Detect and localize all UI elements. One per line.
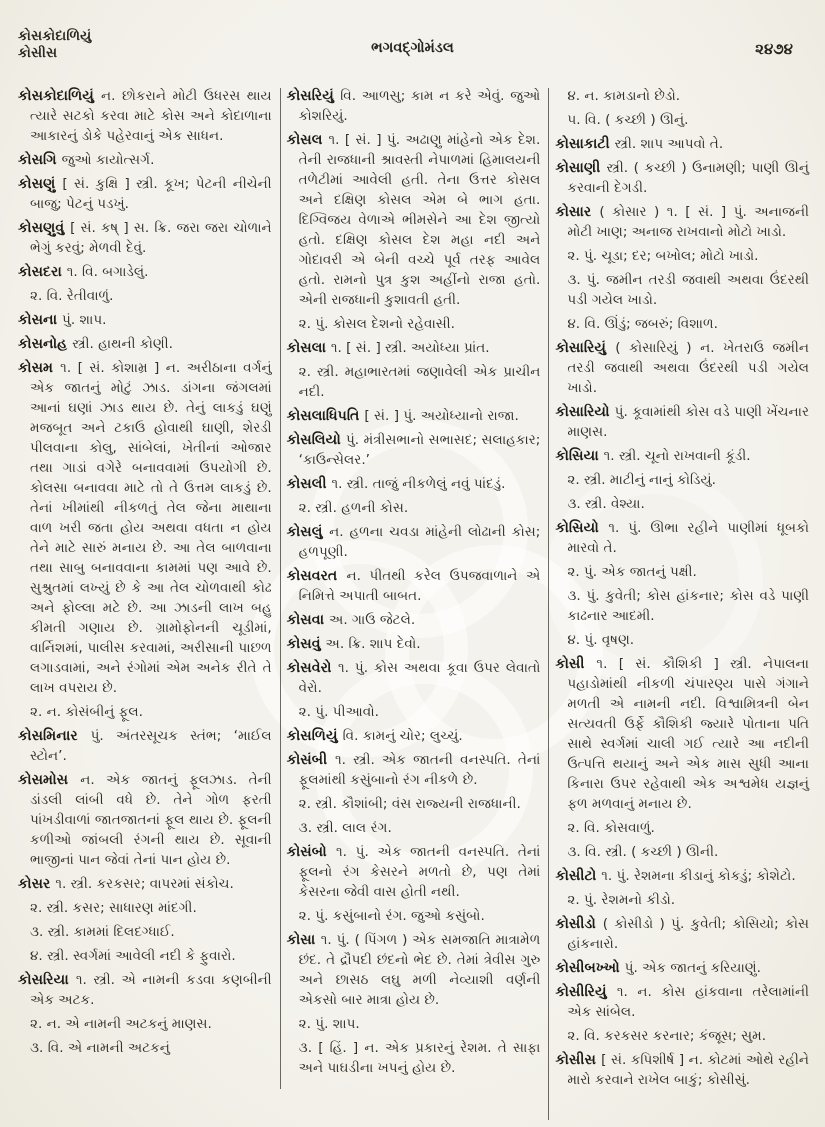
headword: કોસવું: [286, 636, 326, 652]
sense-line: ૨. પું. પીઆવો.: [298, 704, 379, 720]
sense-line: ૨. સ્ત્રી. મહાભારતમાં જણાવેલી એક પ્રાચીન નદી.: [298, 364, 541, 400]
column-divider: [280, 88, 281, 1089]
headword: કોસવરત: [286, 568, 347, 584]
headword: કોસવેરો: [286, 660, 339, 676]
dictionary-entry: કોસારિયું ( કોસારિયું ) ન. ખેતરાઉ જમીન તરડી જવાથી અથવા ઉંદરથી પડી ગયેલ ખાડો.: [555, 340, 810, 396]
headword: કોસનોહ: [18, 336, 73, 352]
sense-line: ૩. સ્ત્રી. વેશ્યા.: [567, 496, 645, 512]
dictionary-entry: કોસી ૧. [ સં. કૌશિકી ] સ્ત્રી. નેપાલના પહાડોમાંથી નીકળી ચંપારણ્ય પાસે ગંગાને મળતી એ નામની નદી. વિશ્વામિત્રની બેન સત્યવતી ઉર્ફે કૌશિકી જ્યારે પોતાના પતિ સાથે સ્વર્ગમાં ચાલી ગઈ ત્યારે આ નદીની ઉત્પત્તિ થયાનું અને એક માસ સુધી આના કિનારા ઉપર રહેવાથી એક અશ્વમેધ યજ્ઞનું ફળ મળવાનું મનાય છે.: [555, 656, 810, 812]
headword: કોસદરા: [18, 264, 67, 280]
column-3: [553, 86, 815, 1118]
sense-line: ૨. ન. કોસંબીનું ફૂલ.: [30, 704, 143, 720]
sense-line: ૨. સ્ત્રી. માટીનું નાનું કોડિયું.: [567, 472, 716, 488]
headword: કોસળિયું: [286, 728, 343, 744]
dictionary-entry: કોસારિયો પું. કૂવામાંથી કોસ વડે પાણી ખેંચનાર માણસ.: [555, 404, 810, 440]
dictionary-entry: કોસાકાટી સ્ત્રી. શાપ આપવો તે.: [555, 136, 724, 152]
headword: કોસલાધિપતિ: [286, 408, 365, 424]
dictionary-entry: કોસંબી ૧. સ્ત્રી. એક જાતની વનસ્પતિ. તેનાં ફૂલમાંથી કસુંબાનો રંગ નીકળે છે.: [286, 752, 541, 788]
dictionary-entry: કોસનોહ સ્ત્રી. હાથની કોણી.: [18, 336, 173, 352]
dictionary-entry: કોસાણી સ્ત્રી. ( કચ્છી ) ઉનામણી; પાણી ઊનું કરવાની દેગડી.: [555, 160, 810, 196]
dictionary-entry: કોસમોસ ન. એક જાતનું ફૂલઝાડ. તેની ડાંડલી લાંબી વધે છે. તેને ગોળ ફરતી પાંખડીવાળાં જાતજાતનાં ફૂલ થાય છે. ફૂલની કળીઓ જાંબલી રંગની થાય છે. સૂવાની ભાજીનાં પાન જેવાં તેનાં પાન હોય છે.: [18, 772, 272, 868]
sense-line: ૩. વિ. સ્ત્રી. ( કચ્છી ) ઊની.: [567, 844, 719, 860]
dictionary-entry: કોસલ ૧. [ સં. ] પું. અઢાણુ માંહેનો એક દેશ. તેની રાજધાની શ્રાવસ્તી નેપાળમાં હિમાલયની તળેટીમાં આવેલી હતી. તેના ઉત્તર કોસલ અને દક્ષિણ કોસલ એમ બે ભાગ હતા. દિગ્વિજય વેળાએ ભીમસેને આ દેશ જીત્યો હતો. દક્ષિણ કોસલ દેશ મહા નદી અને ગોદાવરી એ બેની વચ્ચે પૂર્વ તરફ આવેલ હતો. રામનો પુત્ર કુશ અહીંનો રાજા હતો. એની રાજધાની કુશાવતી હતી.: [286, 132, 541, 308]
sense-line: ૪. વિ. ઊંડું; જબરું; વિશાળ.: [567, 316, 718, 332]
headword: કોસિયા: [555, 448, 604, 464]
dictionary-entry: કોસગિ જુઓ કાયોત્સર્ગ.: [18, 152, 155, 168]
headword: કોસંબો: [286, 844, 336, 860]
dictionary-entry: કોસા ૧. પું. ( પિંગળ ) એક સમજાતિ માત્રામેળ છંદ. તે દ્રૌપદી છંદનો ભેદ છે. તેમાં ત્રેવીસ ગુરુ અને છાસઠ લઘુ મળી નેવ્યાશી વર્ણની એકસો બાર માત્રા હોય છે.: [286, 932, 541, 1008]
dictionary-entry: કોસમ ૧. [ સં. કોશામ્ર ] ન. અરીઠાના વર્ગનું એક જાતનું મોટું ઝાડ. ડાંગના જંગલમાં આનાં ઘણાં ઝાડ થાય છે. તેનું લાકડું ઘણું મજબૂત અને ટકાઉ હોવાથી ઘાણી, શેરડી પીલવાના કોલુ, સાંબેલાં, ખેતીનાં ઓજાર તથા ગાડાં વગેરે બનાવવામાં ઉપયોગી છે. કોલસા બનાવવા માટે તો તે ઉત્તમ લાકડું છે. તેનાં ખીમાંથી નીકળતું તેલ જેના માથાના વાળ ખરી જતા હોય અથવા વધતા ન હોય તેને માટે સારું મનાય છે. આ તેલ બાળવાના તથા સાબુ બનાવવાના કામમાં પણ આવે છે. સુશ્રુતમાં લખ્યું છે કે આ તેલ ચોળવાથી કોઢ અને ફોલ્લા મટે છે. આ ઝાડની લાખ બહુ કીમતી ગણાય છે. ગ્રામોફોનની ચૂડીમાં, વાર્નિશમાં, પાલીસ કરવામાં, અરીસાની પાછળ લગાડવામાં, અને રંગોમાં એમ અનેક રીતે તે લાખ વપરાય છે.: [18, 360, 272, 696]
dictionary-entry: કોસણુવું [ સં. કષ્ ] સ. ક્રિ. જરા જરા ચોળાને ભેગું કરવું; મેળવી દેવું.: [18, 220, 272, 256]
headword: કોસા: [286, 932, 321, 948]
headword: કોસિયો: [555, 520, 609, 536]
sense-line: ૨. પું. કસુંબાનો રંગ. જુઓ કસુંબો.: [298, 908, 485, 924]
dictionary-entry: કોસિયા ૧. સ્ત્રી. ચૂનો રાખવાની કૂંડી.: [555, 448, 751, 464]
sense-line: ૩. પું. કુવેતી; કોસ હાંકનાર; કોસ વડે પાણી કાઢનાર આદમી.: [567, 588, 810, 624]
sense-line: ૨. સ્ત્રી. કૌશાંબી; વંસ રાજ્યની રાજધાની.: [298, 796, 521, 812]
sense-line: ૩. વિ. એ નામની અટકનું: [30, 1040, 170, 1056]
guide-word-top: કોસકોદાળિયું: [18, 28, 92, 44]
sense-line: ૪. પું. વૃષણ.: [567, 632, 635, 648]
dictionary-entry: કોસદરા ૧. વિ. બગાડેલું.: [18, 264, 149, 280]
dictionary-entry: કોસવા અ. ગાઉ જેટલે.: [286, 612, 416, 628]
headword: કોસીડો: [555, 916, 603, 932]
dictionary-entry: કોસલાધિપતિ [ સં. ] પું. અયોધ્યાનો રાજા.: [286, 408, 519, 424]
dictionary-entry: કોસીટો ૧. પું. રેશમના કીડાનું કોકડું; કોશેટો.: [555, 868, 796, 884]
dictionary-entry: કોસીબખ્ખો પું. એક જાતનું કરિયાણું.: [555, 960, 761, 976]
headword: કોસના: [18, 312, 63, 328]
headword: કોસલી: [286, 476, 332, 492]
sense-line: ૪. સ્ત્રી. સ્વર્ગમાં આવેલી નદી કે ફુવારો.: [30, 948, 236, 964]
column-2: [285, 86, 547, 1118]
dictionary-entry: કોસમિનાર પું. અંતરસૂચક સ્તંભ; ‘માઈલ સ્ટોન’.: [18, 728, 272, 764]
dictionary-entry: કોસલા ૧. [ સં. ] સ્ત્રી. અયોધ્યા પ્રાંત.: [286, 340, 490, 356]
headword: કોસણું: [18, 176, 63, 192]
headword: કોસલિયો: [286, 432, 346, 448]
headword: કોસીટો: [555, 868, 602, 884]
headword: કોસમ: [18, 360, 61, 376]
dictionary-entry: કોસર ૧. સ્ત્રી. કરકસર; વાપરમાં સંકોચ.: [18, 876, 234, 892]
sense-line: ૨. સ્ત્રી. હળની કોસ.: [298, 500, 409, 516]
headword: કોસાકાટી: [555, 136, 615, 152]
sense-line: ૩. સ્ત્રી. કામમાં દિલદગ્ધાઈ.: [30, 924, 175, 940]
running-head: [18, 28, 807, 80]
headword: કોસાર: [555, 204, 600, 220]
headword: કોસરિયા: [18, 972, 76, 988]
headword: કોસલું: [286, 524, 330, 540]
sense-line: ૨. પું. રેશમનો કીડો.: [567, 892, 676, 908]
headword: કોસાણી: [555, 160, 607, 176]
dictionary-entry: કોસાર ( કોસાર ) ૧. [ સં. ] પું. અનાજની મોટી ખાણ; અનાજ રાખવાનો મોટો ખાડો.: [555, 204, 810, 240]
dictionary-entry: કોસણું [ સં. કુક્ષિ ] સ્ત્રી. કૂખ; પેટની નીચેની બાજુ; પેટનું પડખું.: [18, 176, 272, 212]
sense-line: ૫. વિ. ( કચ્છી ) ઊનું.: [567, 112, 689, 128]
page-number: ૨૪૭૪: [755, 40, 793, 58]
headword: કોસારિયો: [555, 404, 615, 420]
headword: કોસગિ: [18, 152, 62, 168]
dictionary-entry: કોસવરત ન. પીતથી કરેલ ઉપજવાળાને એ નિમિત્તે અપાતી બાબત.: [286, 568, 541, 604]
sense-line: ૨. વિ. કરકસર કરનાર; કંજૂસ; સુમ.: [567, 1028, 767, 1044]
dictionary-entry: કોસના પું. શાપ.: [18, 312, 107, 328]
dictionary-entry: કોસરિયા ૧. સ્ત્રી. એ નામની કડવા કણબીની એક અટક.: [18, 972, 272, 1008]
headword: કોસંબી: [286, 752, 335, 768]
dictionary-entry: કોસવેરો ૧. પું. કોસ અથવા કૂવા ઉપર લેવાતો વેરો.: [286, 660, 541, 696]
dictionary-entry: કોસકોદાળિયું ન. છોકરાને મોટી ઉધરસ થાય ત્યારે સટકો કરવા માટે કોસ અને કોદાળાના આકારનું ડોકે પહેરવાનું એક સાધન.: [18, 88, 272, 144]
headword: કોસીબખ્ખો: [555, 960, 625, 976]
sense-line: ૨. વિ. રેતીવાળું.: [30, 288, 114, 304]
headword: કોસમોસ: [18, 772, 81, 788]
headword: કોસરિયું: [286, 88, 341, 104]
column-divider: [548, 88, 549, 1120]
headword: કોસલા: [286, 340, 331, 356]
dictionary-entry: કોસવું અ. ક્રિ. શાપ દેવો.: [286, 636, 421, 652]
headword: કોસી: [555, 656, 597, 672]
guide-words: [18, 28, 248, 62]
headword: કોસમિનાર: [18, 728, 91, 744]
dictionary-entry: કોસંબો ૧. પું. એક જાતની વનસ્પતિ. તેનાં ફૂલનો રંગ કેસરને મળતો છે, પણ તેમાં કેસરના જેવી વાસ હોતી નથી.: [286, 844, 541, 900]
sense-line: ૨. વિ. કોસવાળું.: [567, 820, 655, 836]
dictionary-entry: કોસીસ [ સં. કપિશીર્ષ ] ન. કોટમાં ઓથે રહીને મારો કરવાને રાખેલ બાકું; કોસીસું.: [555, 1052, 810, 1088]
headword: કોસવા: [286, 612, 329, 628]
sense-line: ૨. ન. એ નામની અટકનું માણસ.: [30, 1016, 212, 1032]
sense-line: ૩. સ્ત્રી. લાલ રંગ.: [298, 820, 392, 836]
headword: કોસીસ: [555, 1052, 602, 1068]
guide-word-bottom: કોસીસ: [18, 45, 58, 61]
text-body: [16, 86, 815, 1118]
headword: કોસલ: [286, 132, 329, 148]
dictionary-entry: કોસલું ન. હળના ચવડા માંહેની લોઢાની કોસ; હળપૂણી.: [286, 524, 541, 560]
headword: કોસણુવું: [18, 220, 71, 236]
headword: કોસારિયું: [555, 340, 616, 356]
column-1: [16, 86, 278, 1118]
dictionary-entry: કોસીરિયું ૧. ન. કોસ હાંકવાના તરેલામાંની એક સાંબેલ.: [555, 984, 810, 1020]
dictionary-entry: કોસિયો ૧. પું. ઊભા રહીને પાણીમાં ધૂબકો મારવો તે.: [555, 520, 810, 556]
dictionary-entry: કોસલી ૧. સ્ત્રી. તાજું નીકળેલું નવું પાંદડું.: [286, 476, 506, 492]
sense-line: ૨. પું. ચૂડા; દર; બખોલ; મોટો ખાડો.: [567, 248, 759, 264]
sense-line: ૨. સ્ત્રી. કસર; સાધારણ માંદગી.: [30, 900, 197, 916]
dictionary-entry: કોસીડો ( કોસીડો ) પું. કુવેતી; કોસિયો; કોસ હાંકનારો.: [555, 916, 810, 952]
sense-line: ૨. પું. શાપ.: [298, 1016, 360, 1032]
headword: કોસર: [18, 876, 56, 892]
dictionary-entry: કોસરિયું વિ. આળસુ; કામ ન કરે એવું. જુઓ કોશરિયું.: [286, 88, 541, 124]
sense-line: ૨. પું. એક જાતનું પક્ષી.: [567, 564, 697, 580]
sense-line: ૩. [ હિં. ] ન. એક પ્રકારનું રેશમ. તે સાફા અને પાઘડીના ખપનું હોય છે.: [298, 1040, 541, 1076]
headword: કોસકોદાળિયું: [18, 88, 102, 104]
headword: કોસીરિયું: [555, 984, 617, 1000]
dictionary-entry: કોસળિયું વિ. કામનું ચોર; લુચ્ચું.: [286, 728, 463, 744]
page-title: ભગવદ્ગોમંડલ: [371, 40, 454, 56]
dictionary-entry: કોસલિયો પું. મંત્રીસભાનો સભાસદ; સલાહકાર; ‘કાઉન્સેલર.’: [286, 432, 541, 468]
sense-line: ૪. ન. કામડાનો છેડો.: [567, 88, 681, 104]
sense-line: ૩. પું. જમીન તરડી જવાથી અથવા ઉંદરથી પડી ગયેલ ખાડો.: [567, 272, 810, 308]
sense-line: ૨. પું. કોસલ દેશનો રહેવાસી.: [298, 316, 456, 332]
